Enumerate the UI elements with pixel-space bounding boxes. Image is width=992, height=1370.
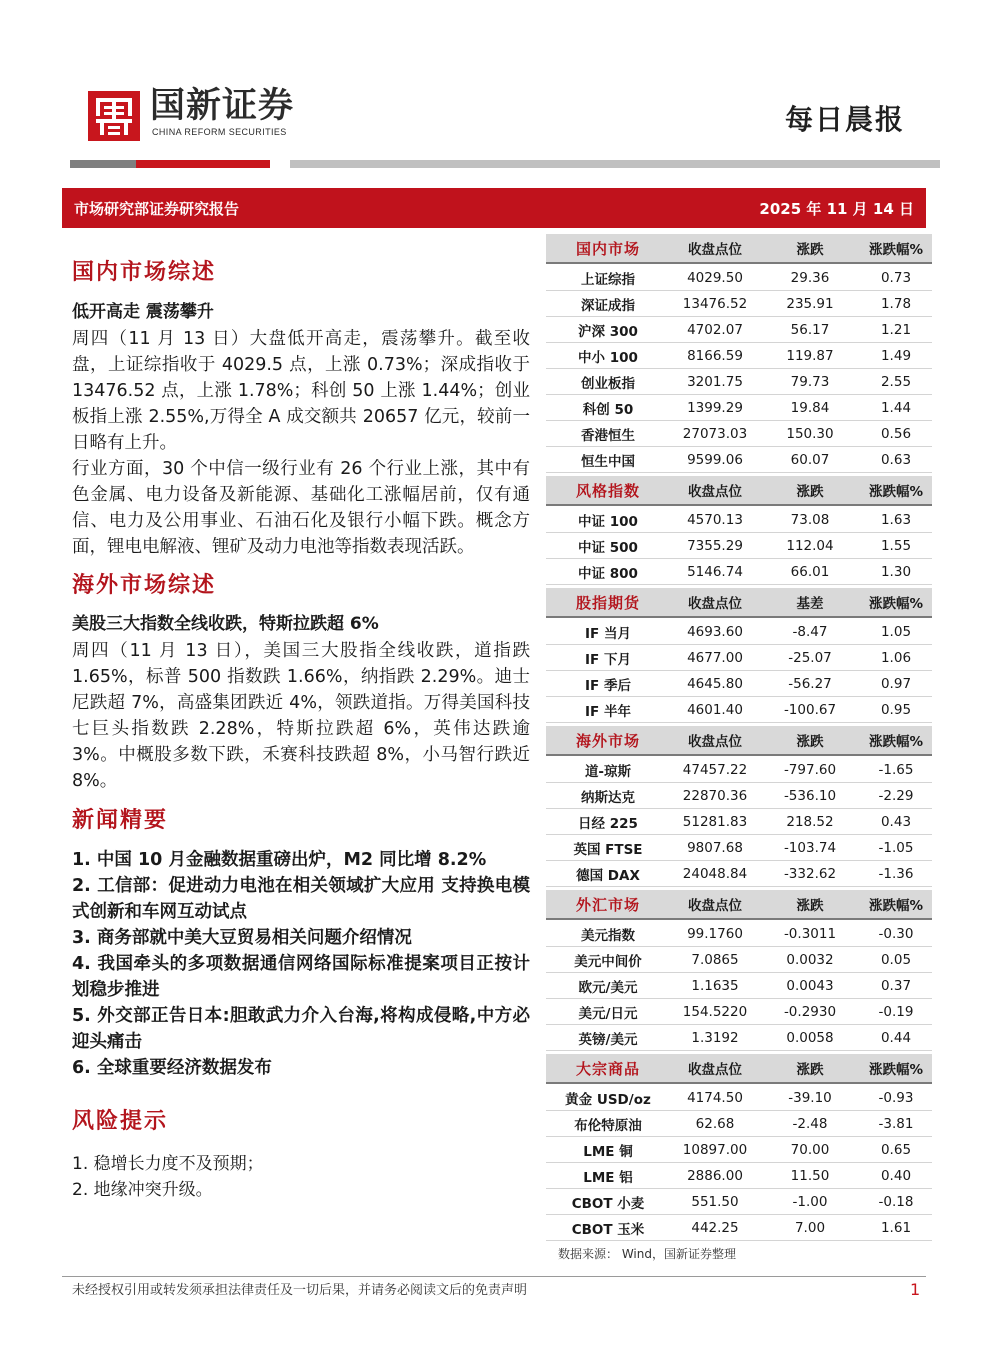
cell-value: 1.30	[880, 563, 912, 580]
cell-value: 235.91	[786, 295, 834, 312]
row-label: LME 铜	[583, 1143, 633, 1160]
row-label: 美元指数	[581, 927, 635, 944]
row-label: IF 当月	[585, 625, 631, 642]
header-bar-red	[136, 160, 270, 168]
column-header: 涨跌幅%	[868, 596, 924, 612]
row-label: 科创 50	[582, 401, 634, 418]
row-label: 布伦特原油	[574, 1117, 642, 1134]
column-header: 涨跌	[796, 242, 824, 258]
cell-value: -0.18	[878, 1193, 914, 1210]
cell-value: 13476.52	[682, 295, 748, 312]
table-row	[546, 395, 932, 421]
table-row	[546, 447, 932, 473]
news-item: 5. 外交部正告日本:胆敢武力介入台海,将构成侵略,中方必迎头痛击	[72, 1006, 530, 1052]
row-label: 欧元/美元	[578, 979, 638, 996]
row-label: 道-琼斯	[584, 763, 632, 780]
row-label: 纳斯达克	[581, 789, 635, 806]
column-header: 收盘点位	[688, 484, 742, 500]
left-column	[72, 258, 530, 1203]
cell-value: -100.67	[783, 701, 837, 718]
cell-value: 4702.07	[687, 321, 743, 338]
cell-value: 1.55	[880, 537, 912, 554]
row-label: 沪深 300	[578, 323, 638, 340]
cell-value: 19.84	[790, 399, 830, 416]
table-section-header	[546, 585, 932, 619]
table-row	[546, 999, 932, 1025]
table-section-title: 国内市场	[575, 239, 640, 258]
cell-value: 4601.40	[687, 701, 743, 718]
row-label: 德国 DAX	[576, 867, 640, 884]
cell-value: 3201.75	[687, 373, 743, 390]
column-header: 收盘点位	[688, 734, 742, 750]
cell-value: 1.06	[880, 649, 912, 666]
news-item: 1. 中国 10 月金融数据重磅出炉，M2 同比增 8.2%	[72, 850, 487, 870]
table-section-header-band	[546, 476, 932, 506]
table-row	[546, 697, 932, 723]
table-row	[546, 559, 932, 585]
overseas-paragraph-1: 周四（11 月 13 日），美国三大股指全线收跌，道指跌 1.65%，标普 500 指数跌 1.66%，纳指跌 2.29%。迪士尼跌超 7%，高盛集团跌近 4%，领跌道指。万得美国科技七巨头指数跌 2.28%，特斯拉跌超 6%，英伟达跌逾 3%。中概股多数下跌，禾赛科技跌超 8%，小马智行跌近 8%。	[72, 641, 530, 791]
cell-value: -797.60	[783, 761, 837, 778]
cell-value: 1.1635	[691, 977, 739, 994]
table-section-header-band	[546, 234, 932, 264]
table-section-header	[546, 473, 932, 507]
cell-value: 7.00	[794, 1219, 826, 1236]
cell-value: 0.65	[880, 1141, 912, 1158]
domestic-market-heading: 国内市场综述	[72, 259, 217, 285]
table-row	[546, 533, 932, 559]
cell-value: 4693.60	[687, 623, 743, 640]
row-label: 日经 225	[578, 815, 638, 832]
cell-value: 4570.13	[687, 511, 743, 528]
cell-value: -1.05	[878, 839, 914, 856]
table-row	[546, 757, 932, 783]
cell-value: 442.25	[691, 1219, 739, 1236]
table-row	[546, 619, 932, 645]
row-label: 英镑/美元	[578, 1031, 638, 1048]
cell-value: 0.05	[880, 951, 912, 968]
header-bar-dark	[70, 160, 136, 168]
table-section-header-band	[546, 588, 932, 618]
news-item: 4. 我国牵头的多项数据通信网络国际标准提案项目正按计划稳步推进	[72, 954, 530, 1000]
column-header: 收盘点位	[688, 898, 742, 914]
cell-value: 1.44	[880, 399, 912, 416]
table-row	[546, 835, 932, 861]
table-source-note: 数据来源： Wind，国新证券整理	[558, 1247, 736, 1261]
row-label: 黄金 USD/oz	[565, 1091, 651, 1108]
risk-item: 2. 地缘冲突升级。	[72, 1180, 213, 1200]
cell-value: -0.19	[878, 1003, 914, 1020]
cell-value: 1.3192	[691, 1029, 739, 1046]
cell-value: -1.65	[878, 761, 914, 778]
cell-value: 47457.22	[682, 761, 748, 778]
cell-value: 5146.74	[687, 563, 743, 580]
company-name-cn: 国新证券	[150, 86, 295, 126]
row-label: 美元/日元	[578, 1005, 638, 1022]
cell-value: 60.07	[790, 451, 830, 468]
row-label: 上证综指	[581, 271, 635, 288]
row-label: 中小 100	[578, 349, 638, 366]
cell-value: -0.3011	[783, 925, 837, 942]
cell-value: 0.56	[880, 425, 912, 442]
cell-value: -0.2930	[783, 1003, 837, 1020]
table-row	[546, 645, 932, 671]
table-row	[546, 317, 932, 343]
table-row	[546, 671, 932, 697]
cell-value: 66.01	[790, 563, 830, 580]
table-section-title: 海外市场	[575, 731, 640, 750]
cell-value: -39.10	[788, 1089, 832, 1106]
cell-value: -1.00	[792, 1193, 828, 1210]
cell-value: -56.27	[788, 675, 832, 692]
cell-value: 29.36	[790, 269, 830, 286]
cell-value: 10897.00	[682, 1141, 748, 1158]
column-header: 基差	[796, 596, 824, 612]
cell-value: 1399.29	[687, 399, 743, 416]
cell-value: 7.0865	[691, 951, 739, 968]
column-header: 收盘点位	[688, 596, 742, 612]
cell-value: 24048.84	[682, 865, 748, 882]
news-item: 3. 商务部就中美大豆贸易相关问题介绍情况	[72, 928, 412, 948]
cell-value: 112.04	[786, 537, 834, 554]
cell-value: 2886.00	[687, 1167, 743, 1184]
market-data-table	[546, 231, 932, 1267]
table-row	[546, 1111, 932, 1137]
company-name-en: CHINA REFORM SECURITIES	[152, 127, 287, 137]
row-label: 创业板指	[581, 375, 635, 392]
row-label: LME 铝	[583, 1169, 633, 1186]
risk-item: 1. 稳增长力度不及预期；	[72, 1154, 264, 1174]
table-row	[546, 291, 932, 317]
cell-value: -25.07	[788, 649, 832, 666]
column-header: 涨跌幅%	[868, 484, 924, 500]
table-row	[546, 1215, 932, 1241]
cell-value: 1.61	[880, 1219, 912, 1236]
cell-value: -8.47	[792, 623, 828, 640]
table-section-header	[546, 1051, 932, 1085]
domestic-market-subtitle: 低开高走 震荡攀升	[72, 302, 214, 322]
cell-value: 9807.68	[687, 839, 743, 856]
row-label: IF 季后	[585, 677, 631, 694]
cell-value: 1.63	[880, 511, 912, 528]
cell-value: 0.0043	[786, 977, 834, 994]
header-bar-light	[290, 160, 940, 168]
cell-value: -1.36	[878, 865, 914, 882]
column-header: 涨跌	[796, 484, 824, 500]
cell-value: 0.95	[880, 701, 912, 718]
cell-value: 1.21	[880, 321, 912, 338]
table-section-title: 风格指数	[575, 481, 640, 500]
table-section-title: 股指期货	[575, 593, 640, 612]
table-row	[546, 783, 932, 809]
table-section-header-band	[546, 726, 932, 756]
cell-value: 0.40	[880, 1167, 912, 1184]
cell-value: 0.43	[880, 813, 912, 830]
cell-value: -0.93	[878, 1089, 914, 1106]
cell-value: -2.29	[878, 787, 914, 804]
table-row	[546, 973, 932, 999]
column-header: 涨跌幅%	[868, 898, 924, 914]
cell-value: 0.0032	[786, 951, 834, 968]
cell-value: 0.37	[880, 977, 912, 994]
column-header: 涨跌幅%	[868, 242, 924, 258]
table-row	[546, 809, 932, 835]
column-header: 涨跌	[796, 734, 824, 750]
report-type-title: 每日晨报	[784, 103, 905, 136]
table-section-header-band	[546, 890, 932, 920]
footer-disclaimer: 未经授权引用或转发须承担法律责任及一切后果，并请务必阅读文后的免责声明	[72, 1283, 528, 1298]
cell-value: 551.50	[691, 1193, 739, 1210]
table-row	[546, 921, 932, 947]
table-row	[546, 1025, 932, 1051]
overseas-market-subtitle: 美股三大指数全线收跌，特斯拉跌超 6%	[72, 614, 379, 634]
row-label: 英国 FTSE	[573, 841, 643, 858]
banner-date: 2025 年 11 月 14 日	[759, 199, 914, 218]
cell-value: -332.62	[783, 865, 837, 882]
cell-value: 70.00	[790, 1141, 830, 1158]
column-header: 涨跌	[796, 1062, 824, 1078]
overseas-market-heading: 海外市场综述	[72, 572, 217, 598]
cell-value: -103.74	[783, 839, 837, 856]
row-label: IF 半年	[585, 703, 631, 720]
cell-value: 119.87	[786, 347, 834, 364]
cell-value: -2.48	[792, 1115, 828, 1132]
table-section-title: 外汇市场	[575, 895, 640, 914]
cell-value: 7355.29	[687, 537, 743, 554]
column-header: 收盘点位	[688, 242, 742, 258]
row-label: 中证 800	[578, 565, 638, 582]
cell-value: 1.78	[880, 295, 912, 312]
domestic-paragraph-2: 行业方面，30 个中信一级行业有 26 个行业上涨，其中有色金属、电力设备及新能源、基础化工涨幅居前，仅有通信、电力及公用事业、石油石化及银行小幅下跌。概念方面，锂电电解液、锂矿及动力电池等指数表现活跃。	[72, 459, 530, 557]
cell-value: 4029.50	[687, 269, 743, 286]
cell-value: 56.17	[790, 321, 830, 338]
domestic-paragraph-1: 周四（11 月 13 日）大盘低开高走，震荡攀升。截至收盘，上证综指收于 4029.5 点，上涨 0.73%；深成指收于 13476.52 点，上涨 1.78%；科创 50 上涨 1.44%；创业板指上涨 2.55%,万得全 A 成交额共 20657 亿元，较前一日略有上升。	[72, 329, 530, 453]
cell-value: 73.08	[790, 511, 830, 528]
table-row	[546, 421, 932, 447]
table-row	[546, 507, 932, 533]
cell-value: 4677.00	[687, 649, 743, 666]
table-row	[546, 1085, 932, 1111]
cell-value: 218.52	[786, 813, 834, 830]
row-label: 中证 500	[578, 539, 638, 556]
row-label: 美元中间价	[574, 953, 642, 970]
column-header: 涨跌	[796, 898, 824, 914]
cell-value: 0.44	[880, 1029, 912, 1046]
cell-value: 8166.59	[687, 347, 743, 364]
news-heading: 新闻精要	[72, 807, 169, 833]
table-row	[546, 265, 932, 291]
cell-value: 0.97	[880, 675, 912, 692]
row-label: 深证成指	[581, 297, 635, 314]
table-section-title: 大宗商品	[575, 1059, 640, 1078]
table-row	[546, 861, 932, 887]
cell-value: 4645.80	[687, 675, 743, 692]
table-row	[546, 1163, 932, 1189]
table-row	[546, 343, 932, 369]
news-list	[72, 847, 530, 1081]
news-item: 6. 全球重要经济数据发布	[72, 1058, 272, 1078]
row-label: CBOT 玉米	[571, 1221, 645, 1238]
column-header: 收盘点位	[688, 1062, 742, 1078]
risk-heading: 风险提示	[72, 1108, 169, 1134]
cell-value: 0.0058	[786, 1029, 834, 1046]
row-label: 恒生中国	[581, 453, 635, 470]
cell-value: 79.73	[790, 373, 830, 390]
column-header: 涨跌幅%	[868, 734, 924, 750]
row-label: 香港恒生	[581, 427, 635, 444]
table-row	[546, 1189, 932, 1215]
table-section-header-band	[546, 1054, 932, 1084]
cell-value: 1.05	[880, 623, 912, 640]
cell-value: 27073.03	[682, 425, 748, 442]
cell-value: 22870.36	[682, 787, 748, 804]
cell-value: -536.10	[783, 787, 837, 804]
row-label: IF 下月	[585, 651, 631, 668]
cell-value: 0.63	[880, 451, 912, 468]
cell-value: 11.50	[790, 1167, 830, 1184]
cell-value: -0.30	[878, 925, 914, 942]
row-label: 中证 100	[578, 513, 638, 530]
page-number: 1	[910, 1280, 921, 1299]
news-item: 2. 工信部：促进动力电池在相关领域扩大应用 支持换电模式创新和车网互动试点	[72, 876, 530, 922]
company-logo-icon	[88, 91, 140, 141]
row-label: CBOT 小麦	[571, 1195, 645, 1212]
table-row	[546, 1137, 932, 1163]
cell-value: 99.1760	[687, 925, 743, 942]
risk-list	[72, 1151, 530, 1203]
cell-value: 51281.83	[682, 813, 748, 830]
cell-value: 154.5220	[682, 1003, 748, 1020]
banner-department: 市场研究部证券研究报告	[74, 199, 240, 218]
table-section-header	[546, 231, 932, 265]
table-row	[546, 369, 932, 395]
cell-value: 1.49	[880, 347, 912, 364]
column-header: 涨跌幅%	[868, 1062, 924, 1078]
report-banner	[62, 188, 926, 228]
table-row	[546, 947, 932, 973]
cell-value: 62.68	[695, 1115, 735, 1132]
table-section-header	[546, 723, 932, 757]
logo-seal-graphic	[88, 91, 140, 141]
cell-value: 4174.50	[687, 1089, 743, 1106]
footer-divider	[62, 1276, 926, 1277]
table-section-header	[546, 887, 932, 921]
cell-value: 150.30	[786, 425, 834, 442]
cell-value: 9599.06	[687, 451, 743, 468]
cell-value: -3.81	[878, 1115, 914, 1132]
cell-value: 2.55	[880, 373, 912, 390]
cell-value: 0.73	[880, 269, 912, 286]
